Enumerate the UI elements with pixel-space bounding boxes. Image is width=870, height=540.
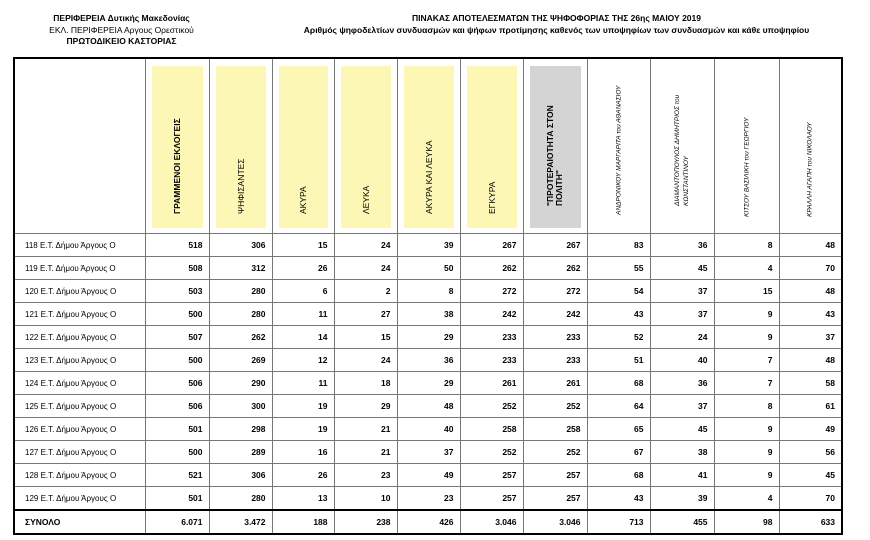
table-cell: 11 xyxy=(272,372,334,395)
table-cell: 508 xyxy=(145,257,209,280)
table-cell: 54 xyxy=(587,280,650,303)
col-header-voted: ΨΗΦΙΣΑΝΤΕΣ xyxy=(209,58,272,234)
table-cell: 58 xyxy=(779,372,842,395)
table-cell: 290 xyxy=(209,372,272,395)
table-cell: 43 xyxy=(587,303,650,326)
col-header-candidate-3: ΚΙΤΣΟΥ ΒΑΣΙΛΙΚΗ του ΓΕΩΡΓΙΟΥ xyxy=(714,58,779,234)
table-cell: 24 xyxy=(334,257,397,280)
document-header xyxy=(243,13,870,36)
table-cell: 426 xyxy=(397,510,460,534)
table-cell: 713 xyxy=(587,510,650,534)
table-cell: 38 xyxy=(397,303,460,326)
table-cell: 70 xyxy=(779,257,842,280)
table-cell: 289 xyxy=(209,441,272,464)
table-cell: 23 xyxy=(397,487,460,511)
table-cell: 15 xyxy=(714,280,779,303)
col-header-candidate-1: ΑΝΔΡΟΝΙΚΟΥ ΜΑΡΓΑΡΙΤΑ του ΑΘΑΝΑΣΙΟΥ xyxy=(587,58,650,234)
table-cell: 45 xyxy=(650,257,714,280)
table-cell: 262 xyxy=(523,257,587,280)
table-cell: 15 xyxy=(334,326,397,349)
table-cell: 48 xyxy=(779,234,842,257)
document-title: ΠΙΝΑΚΑΣ ΑΠΟΤΕΛΕΣΜΑΤΩΝ ΤΗΣ ΨΗΦΟΦΟΡΙΑΣ ΤΗΣ 26ης ΜΑΙΟΥ 2019 xyxy=(412,13,701,23)
table-cell: 27 xyxy=(334,303,397,326)
table-cell: 24 xyxy=(334,234,397,257)
table-cell: 9 xyxy=(714,441,779,464)
table-cell: 521 xyxy=(145,464,209,487)
table-cell: 6 xyxy=(272,280,334,303)
table-cell: 8 xyxy=(714,234,779,257)
col-header-valid: ΕΓΚΥΡΑ xyxy=(460,58,523,234)
table-cell: 455 xyxy=(650,510,714,534)
table-cell: 238 xyxy=(334,510,397,534)
table-cell: 2 xyxy=(334,280,397,303)
table-cell: 306 xyxy=(209,234,272,257)
table-cell: 52 xyxy=(587,326,650,349)
region-header xyxy=(0,13,243,48)
table-cell: 21 xyxy=(334,441,397,464)
table-cell: 280 xyxy=(209,280,272,303)
table-cell: 9 xyxy=(714,464,779,487)
col-header-blank: ΛΕΥΚΑ xyxy=(334,58,397,234)
table-cell: 506 xyxy=(145,395,209,418)
table-cell: 3.472 xyxy=(209,510,272,534)
table-cell: 26 xyxy=(272,464,334,487)
table-cell: 272 xyxy=(523,280,587,303)
table-cell: 45 xyxy=(779,464,842,487)
table-cell: 312 xyxy=(209,257,272,280)
table-cell: 252 xyxy=(523,441,587,464)
table-cell: 24 xyxy=(334,349,397,372)
table-cell: 242 xyxy=(460,303,523,326)
col-header-invalid: ΑΚΥΡΑ xyxy=(272,58,334,234)
table-row xyxy=(14,326,842,349)
table-cell: 39 xyxy=(650,487,714,511)
table-cell: 262 xyxy=(209,326,272,349)
table-cell: 507 xyxy=(145,326,209,349)
col-header-candidate-4: ΚΡΑΛΛΗ ΑΓΑΠΗ του ΝΙΚΟΛΑΟΥ xyxy=(779,58,842,234)
table-cell: 43 xyxy=(779,303,842,326)
table-cell: 37 xyxy=(650,395,714,418)
table-cell: 257 xyxy=(523,487,587,511)
total-row xyxy=(14,510,842,534)
table-cell: 64 xyxy=(587,395,650,418)
header-corner xyxy=(14,58,145,234)
table-cell: 3.046 xyxy=(460,510,523,534)
table-cell: 257 xyxy=(523,464,587,487)
table-cell: 257 xyxy=(460,487,523,511)
table-cell: 29 xyxy=(397,326,460,349)
station-label: 119 Ε.Τ. Δήμου Άργους Ο xyxy=(14,257,145,280)
table-cell: 3.046 xyxy=(523,510,587,534)
table-cell: 503 xyxy=(145,280,209,303)
table-cell: 267 xyxy=(523,234,587,257)
table-cell: 233 xyxy=(460,349,523,372)
table-row xyxy=(14,234,842,257)
table-row xyxy=(14,280,842,303)
table-cell: 51 xyxy=(587,349,650,372)
table-cell: 258 xyxy=(460,418,523,441)
table-cell: 298 xyxy=(209,418,272,441)
table-cell: 50 xyxy=(397,257,460,280)
table-cell: 48 xyxy=(397,395,460,418)
table-cell: 9 xyxy=(714,303,779,326)
station-label: 125 Ε.Τ. Δήμου Άργους Ο xyxy=(14,395,145,418)
table-cell: 49 xyxy=(779,418,842,441)
electoral-district: ΕΚΛ. ΠΕΡΙΦΕΡΕΙΑ Αργους Ορεστικού xyxy=(49,24,194,35)
table-cell: 55 xyxy=(587,257,650,280)
table-cell: 4 xyxy=(714,257,779,280)
table-row xyxy=(14,441,842,464)
table-cell: 19 xyxy=(272,395,334,418)
document-subtitle: Αριθμός ψηφοδελτίων συνδυασμών και ψήφων προτίμησης καθενός των υποψηφίων των συνδυασμών και κάθε υποψηφίου xyxy=(303,24,810,35)
table-cell: 37 xyxy=(397,441,460,464)
station-label: 118 Ε.Τ. Δήμου Άργους Ο xyxy=(14,234,145,257)
table-row xyxy=(14,464,842,487)
table-cell: 11 xyxy=(272,303,334,326)
table-cell: 252 xyxy=(523,395,587,418)
table-cell: 40 xyxy=(397,418,460,441)
table-cell: 65 xyxy=(587,418,650,441)
table-row xyxy=(14,487,842,511)
table-row xyxy=(14,257,842,280)
table-cell: 6.071 xyxy=(145,510,209,534)
table-cell: 19 xyxy=(272,418,334,441)
table-cell: 261 xyxy=(523,372,587,395)
region-name: ΠΕΡΙΦΕΡΕΙΑ Δυτικής Μακεδονίας xyxy=(53,13,190,23)
table-cell: 500 xyxy=(145,303,209,326)
station-label: 120 Ε.Τ. Δήμου Άργους Ο xyxy=(14,280,145,303)
table-cell: 4 xyxy=(714,487,779,511)
table-cell: 188 xyxy=(272,510,334,534)
header-row xyxy=(14,58,842,234)
table-cell: 38 xyxy=(650,441,714,464)
table-row xyxy=(14,303,842,326)
station-label: 126 Ε.Τ. Δήμου Άργους Ο xyxy=(14,418,145,441)
station-label: 123 Ε.Τ. Δήμου Άργους Ο xyxy=(14,349,145,372)
table-cell: 518 xyxy=(145,234,209,257)
table-cell: 12 xyxy=(272,349,334,372)
table-cell: 18 xyxy=(334,372,397,395)
table-cell: 500 xyxy=(145,349,209,372)
table-cell: 8 xyxy=(397,280,460,303)
table-cell: 70 xyxy=(779,487,842,511)
table-row xyxy=(14,418,842,441)
table-cell: 7 xyxy=(714,349,779,372)
table-cell: 506 xyxy=(145,372,209,395)
table-cell: 21 xyxy=(334,418,397,441)
table-cell: 258 xyxy=(523,418,587,441)
table-cell: 15 xyxy=(272,234,334,257)
table-cell: 306 xyxy=(209,464,272,487)
table-cell: 49 xyxy=(397,464,460,487)
table-cell: 68 xyxy=(587,464,650,487)
table-cell: 29 xyxy=(397,372,460,395)
col-header-registered: ΓΡΑΜΜΕΝΟΙ ΕΚΛΟΓΕΙΣ xyxy=(145,58,209,234)
table-cell: 45 xyxy=(650,418,714,441)
table-cell: 252 xyxy=(460,395,523,418)
col-header-candidate-2: ΔΙΑΜΑΝΤΟΠΟΥΛΟΣ ΔΗΜΗΤΡΙΟΣ του ΚΩΝΣΤΑΝΤΙΝΟΥ xyxy=(650,58,714,234)
table-cell: 242 xyxy=(523,303,587,326)
table-cell: 233 xyxy=(460,326,523,349)
table-cell: 633 xyxy=(779,510,842,534)
table-cell: 37 xyxy=(779,326,842,349)
table-cell: 14 xyxy=(272,326,334,349)
station-label: 129 Ε.Τ. Δήμου Άργους Ο xyxy=(14,487,145,511)
table-cell: 257 xyxy=(460,464,523,487)
table-cell: 41 xyxy=(650,464,714,487)
table-cell: 9 xyxy=(714,326,779,349)
table-cell: 8 xyxy=(714,395,779,418)
table-cell: 261 xyxy=(460,372,523,395)
table-cell: 500 xyxy=(145,441,209,464)
table-cell: 29 xyxy=(334,395,397,418)
table-cell: 26 xyxy=(272,257,334,280)
table-cell: 67 xyxy=(587,441,650,464)
table-cell: 252 xyxy=(460,441,523,464)
table-cell: 13 xyxy=(272,487,334,511)
table-cell: 40 xyxy=(650,349,714,372)
table-cell: 37 xyxy=(650,280,714,303)
station-label: 124 Ε.Τ. Δήμου Άργους Ο xyxy=(14,372,145,395)
table-cell: 56 xyxy=(779,441,842,464)
col-header-party: "ΠΡΟΤΕΡΑΙΟΤΗΤΑ ΣΤΟΝ ΠΟΛΙΤΗ" xyxy=(523,58,587,234)
table-cell: 68 xyxy=(587,372,650,395)
col-header-invalid-and-blank: ΑΚΥΡΑ ΚΑΙ ΛΕΥΚΑ xyxy=(397,58,460,234)
table-cell: 269 xyxy=(209,349,272,372)
table-cell: 36 xyxy=(650,372,714,395)
table-cell: 10 xyxy=(334,487,397,511)
table-cell: 272 xyxy=(460,280,523,303)
table-cell: 23 xyxy=(334,464,397,487)
table-cell: 300 xyxy=(209,395,272,418)
table-cell: 501 xyxy=(145,418,209,441)
table-row xyxy=(14,349,842,372)
station-label: 128 Ε.Τ. Δήμου Άργους Ο xyxy=(14,464,145,487)
table-cell: 16 xyxy=(272,441,334,464)
table-cell: 501 xyxy=(145,487,209,511)
court-name: ΠΡΩΤΟΔΙΚΕΙΟ ΚΑΣΤΟΡΙΑΣ xyxy=(66,36,177,46)
total-label: ΣΥΝΟΛΟ xyxy=(14,510,145,534)
table-cell: 7 xyxy=(714,372,779,395)
table-cell: 48 xyxy=(779,280,842,303)
results-table xyxy=(13,57,843,535)
table-cell: 61 xyxy=(779,395,842,418)
table-row xyxy=(14,395,842,418)
table-row xyxy=(14,372,842,395)
table-cell: 37 xyxy=(650,303,714,326)
station-label: 121 Ε.Τ. Δήμου Άργους Ο xyxy=(14,303,145,326)
table-cell: 280 xyxy=(209,303,272,326)
table-cell: 43 xyxy=(587,487,650,511)
table-cell: 48 xyxy=(779,349,842,372)
table-cell: 262 xyxy=(460,257,523,280)
table-cell: 9 xyxy=(714,418,779,441)
station-label: 127 Ε.Τ. Δήμου Άργους Ο xyxy=(14,441,145,464)
table-cell: 36 xyxy=(650,234,714,257)
table-cell: 267 xyxy=(460,234,523,257)
table-cell: 39 xyxy=(397,234,460,257)
table-cell: 98 xyxy=(714,510,779,534)
station-label: 122 Ε.Τ. Δήμου Άργους Ο xyxy=(14,326,145,349)
table-cell: 83 xyxy=(587,234,650,257)
table-cell: 24 xyxy=(650,326,714,349)
table-cell: 233 xyxy=(523,349,587,372)
table-cell: 280 xyxy=(209,487,272,511)
table-cell: 36 xyxy=(397,349,460,372)
table-cell: 233 xyxy=(523,326,587,349)
